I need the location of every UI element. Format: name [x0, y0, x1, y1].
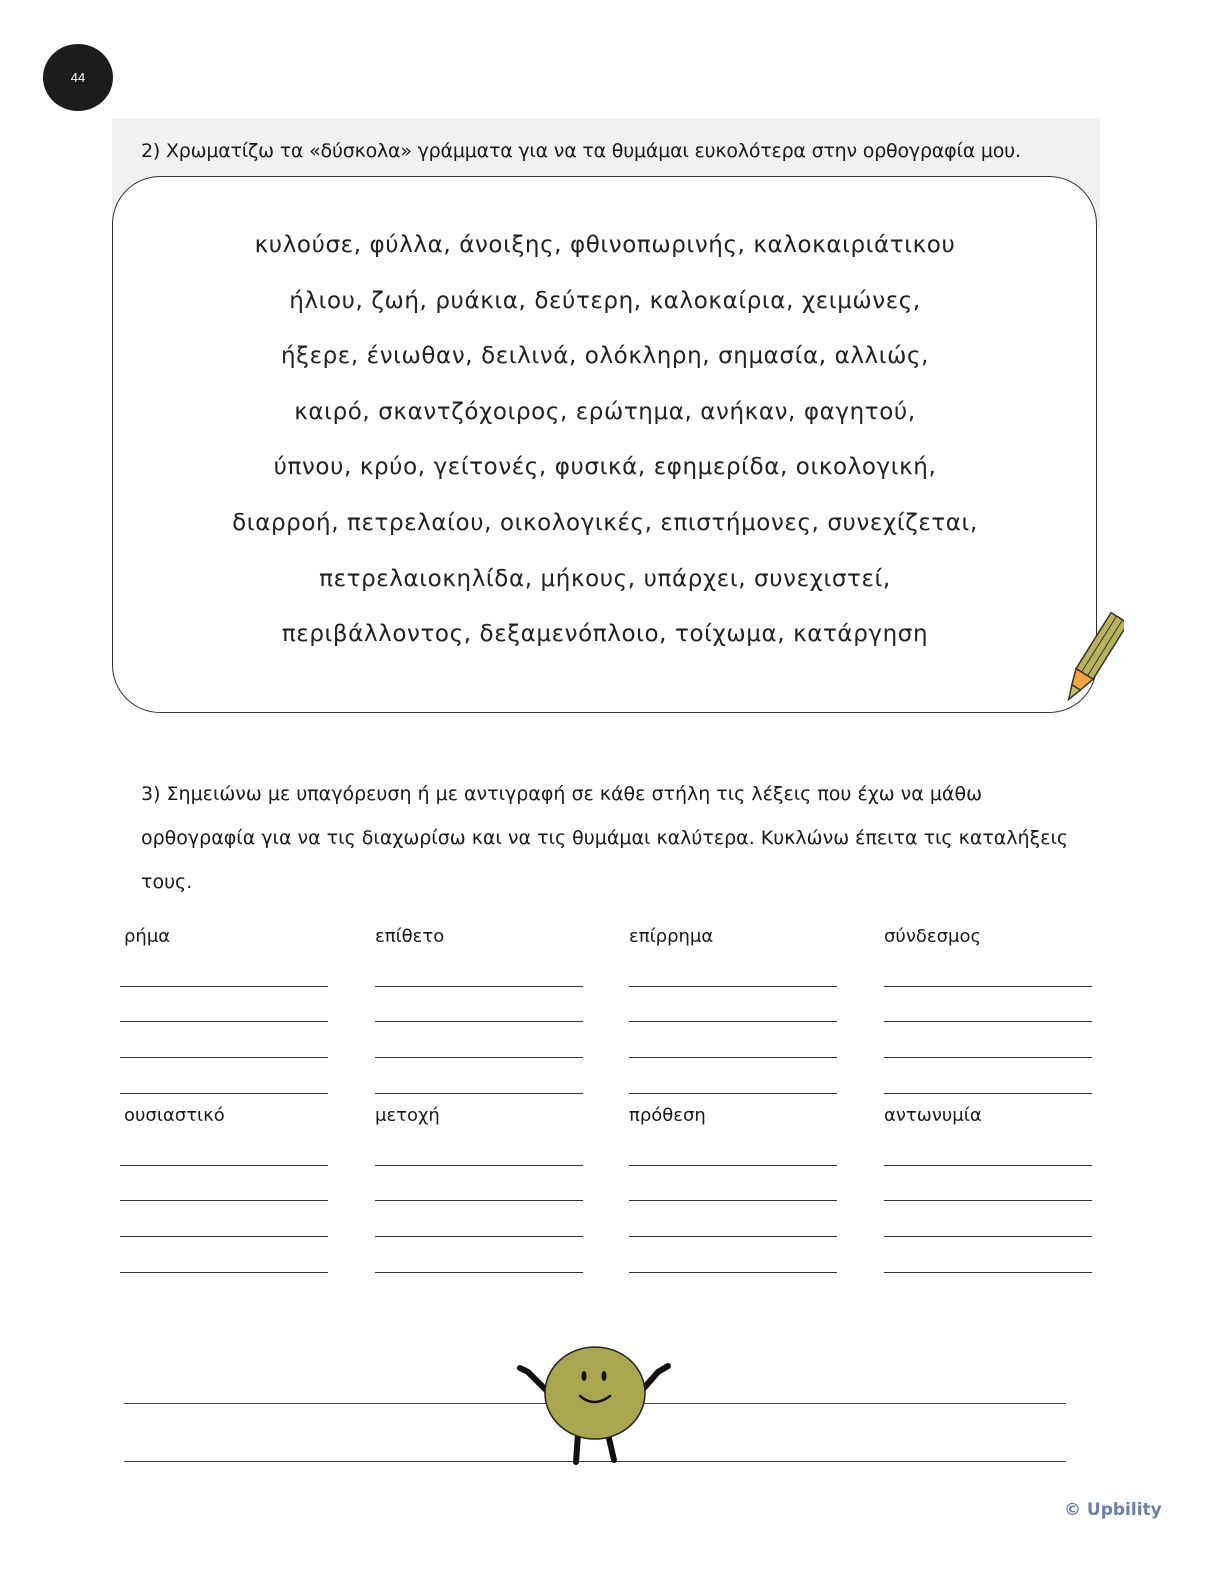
column-label-verb: ρήμα — [124, 926, 171, 947]
mascot-icon — [516, 1340, 676, 1470]
word-line: περιβάλλοντος, δεξαμενόπλοιο, τοίχωμα, κατάργηση — [281, 621, 929, 648]
column-label-participle: μετοχή — [375, 1105, 440, 1126]
writing-line[interactable] — [120, 1093, 328, 1094]
writing-line[interactable] — [884, 1272, 1092, 1273]
writing-line[interactable] — [884, 1057, 1092, 1058]
column-label-preposition: πρόθεση — [629, 1105, 706, 1126]
writing-line[interactable] — [120, 986, 328, 987]
word-list — [120, 218, 1090, 663]
word-line: διαρροή, πετρελαίου, οικολογικές, επιστήμονες, συνεχίζεται, — [232, 509, 978, 536]
writing-line[interactable] — [120, 1236, 328, 1237]
writing-line[interactable] — [120, 1200, 328, 1201]
word-line: κυλούσε, φύλλα, άνοιξης, φθινοπωρινής, καλοκαιριάτικου — [254, 232, 956, 258]
column-label-adjective: επίθετο — [375, 926, 445, 947]
writing-line[interactable] — [884, 1165, 1092, 1166]
writing-line[interactable] — [629, 1057, 837, 1058]
writing-line[interactable] — [629, 1272, 837, 1273]
writing-line[interactable] — [884, 1236, 1092, 1237]
word-line: καιρό, σκαντζόχοιρος, ερώτημα, ανήκαν, φαγητού, — [294, 398, 916, 425]
writing-line[interactable] — [120, 1272, 328, 1273]
word-line: ήξερε, ένιωθαν, δειλινά, ολόκληρη, σημασία, αλλιώς, — [280, 343, 930, 370]
word-line: πετρελαιοκηλίδα, μήκους, υπάρχει, συνεχιστεί, — [319, 565, 891, 592]
writing-line[interactable] — [884, 1093, 1092, 1094]
writing-line[interactable] — [120, 1021, 328, 1022]
pencil-icon — [1060, 610, 1124, 714]
writing-line[interactable] — [375, 1272, 583, 1273]
exercise2-title: 2) Χρωματίζω τα «δύσκολα» γράμματα για να τα θυμάμαι ευκολότερα στην ορθογραφία μου. — [141, 140, 1021, 162]
writing-line[interactable] — [884, 986, 1092, 987]
copyright-text: © Upbility — [1064, 1500, 1162, 1520]
writing-line[interactable] — [375, 1093, 583, 1094]
writing-line[interactable] — [375, 1236, 583, 1237]
column-label-pronoun: αντωνυμία — [884, 1105, 982, 1126]
exercise3-instructions: 3) Σημειώνω με υπαγόρευση ή με αντιγραφή σε κάθε στήλη τις λέξεις που έχω να μάθω ορθογραφία για να τις διαχωρίσω και να τις θυμάμαι καλύτερα. Κυκλώνω έπειτα τις καταλήξεις τους. — [141, 783, 1069, 893]
column-label-adverb: επίρρημα — [629, 926, 714, 947]
word-line: ύπνου, κρύο, γείτονές, φυσικά, εφημερίδα, οικολογική, — [273, 454, 937, 481]
writing-line[interactable] — [120, 1165, 328, 1166]
column-label-conjunction: σύνδεσμος — [884, 926, 982, 947]
writing-line[interactable] — [120, 1057, 328, 1058]
writing-line[interactable] — [375, 1200, 583, 1201]
writing-line[interactable] — [629, 1165, 837, 1166]
writing-line[interactable] — [629, 1200, 837, 1201]
writing-line[interactable] — [375, 986, 583, 987]
writing-line[interactable] — [629, 1093, 837, 1094]
word-line: ήλιου, ζωή, ρυάκια, δεύτερη, καλοκαίρια, χειμώνες, — [289, 287, 921, 314]
writing-line[interactable] — [375, 1165, 583, 1166]
writing-line[interactable] — [629, 1236, 837, 1237]
writing-line[interactable] — [375, 1021, 583, 1022]
page-number: 44 — [43, 44, 113, 111]
writing-line[interactable] — [884, 1200, 1092, 1201]
writing-line[interactable] — [629, 1021, 837, 1022]
writing-line[interactable] — [884, 1021, 1092, 1022]
writing-line[interactable] — [629, 986, 837, 987]
column-label-noun: ουσιαστικό — [124, 1105, 225, 1126]
writing-line[interactable] — [375, 1057, 583, 1058]
